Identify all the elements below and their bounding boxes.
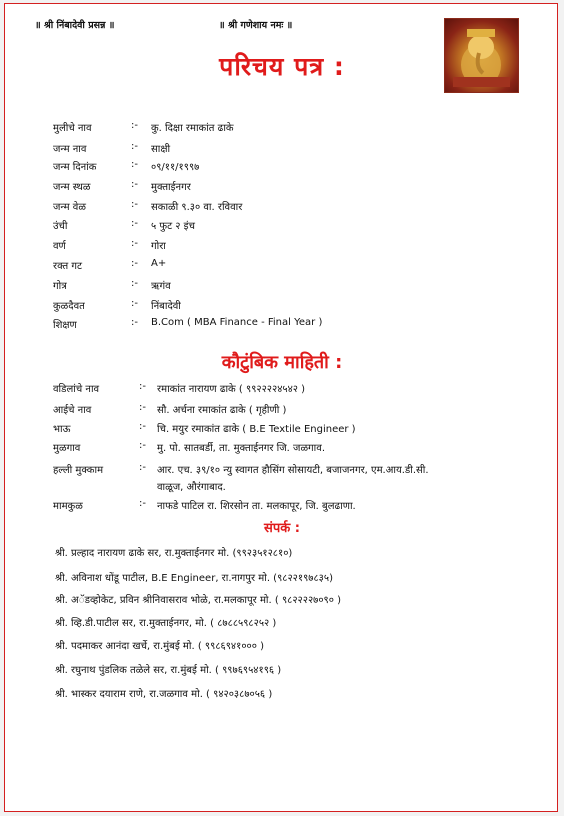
contact-item: श्री. रघुनाथ पुंडलिक तळेले सर, रा.मुंबई मो. ( ९९७६९५४१९६ ) <box>55 665 282 676</box>
contact-item: श्री. व्हि.डी.पाटील सर, रा.मुक्ताईनगर, मो. ( ८७८८५९८२५२ ) <box>55 618 277 629</box>
field-separator: :- <box>131 120 138 131</box>
contact-item: श्री. भास्कर दयाराम राणे, रा.जळगाव मो. ( ९४२०३८७०५६ ) <box>55 689 273 700</box>
field-separator: :- <box>139 440 146 451</box>
field-label: जन्म वेळ <box>53 202 86 213</box>
field-value: मुक्ताईनगर <box>151 182 191 193</box>
field-label: कुळदैवत <box>53 301 85 312</box>
field-value: आर. एच. ३९/१० न्यु स्वागत हौसिंग सोसायटी, बजाजनगर, एम.आय.डी.सी. <box>157 465 429 476</box>
field-value: साक्षी <box>151 144 171 155</box>
field-value: निंबादेवी <box>151 301 181 312</box>
field-separator: :- <box>139 421 146 432</box>
field-separator: :- <box>131 278 138 289</box>
field-label: उंची <box>53 221 68 232</box>
field-value: ऋगंव <box>151 281 171 292</box>
page-title: परिचय पत्र : <box>219 52 345 81</box>
field-separator: :- <box>139 498 146 509</box>
field-value: चि. मयुर रमाकांत ढाके ( B.E Textile Engineer ) <box>157 424 356 435</box>
field-label: जन्म दिनांक <box>53 162 97 173</box>
field-label: हल्ली मुक्काम <box>53 465 104 476</box>
family-heading: कौटुंबिक माहिती : <box>221 352 343 373</box>
invocation-left: ॥ श्री निंबादेवी प्रसन्न ॥ <box>35 20 115 31</box>
field-value: गोरा <box>151 241 166 252</box>
field-label: मुलीचे नाव <box>53 123 92 134</box>
field-separator: :- <box>131 179 138 190</box>
contact-item: श्री. अॅडव्होकेट, प्रविन श्रीनिवासराव भोळे, रा.मलकापूर मो. ( ९८२२२२७०९० ) <box>55 595 342 606</box>
field-value: B.Com ( MBA Finance - Final Year ) <box>151 317 323 328</box>
contact-item: श्री. प्रल्हाद नारायण ढाके सर, रा.मुक्ताईनगर मो. (९९२३५१२८१०) <box>55 548 293 559</box>
field-label: जन्म नाव <box>53 144 87 155</box>
field-label: शिक्षण <box>53 320 77 331</box>
field-value: सकाळी ९.३० वा. रविवार <box>151 202 243 213</box>
field-value-continued: वाळूज, औरंगाबाद. <box>157 482 226 493</box>
field-value: ०९/११/१९९७ <box>151 162 200 173</box>
field-value: A+ <box>151 258 167 269</box>
field-label: गोत्र <box>53 281 67 292</box>
field-separator: :- <box>131 159 138 170</box>
field-label: मुळगाव <box>53 443 81 454</box>
field-label: मामकुळ <box>53 501 83 512</box>
field-label: आईचे नाव <box>53 405 92 416</box>
field-value: रमाकांत नारायण ढाके ( ९९२२२२४५४२ ) <box>157 384 306 395</box>
contact-item: श्री. अविनाश धोंडू पाटील, B.E Engineer, रा.नागपुर मो. (९८२२१९७८३५) <box>55 573 333 584</box>
field-label: जन्म स्थळ <box>53 182 91 193</box>
field-separator: :- <box>139 381 146 392</box>
contact-heading: संपर्क : <box>264 521 300 536</box>
biodata-page <box>4 3 558 812</box>
field-value: ५ फुट २ इंच <box>151 221 195 232</box>
field-value: सौ. अर्चना रमाकांत ढाके ( गृहीणी ) <box>157 405 287 416</box>
field-separator: :- <box>131 141 138 152</box>
field-separator: :- <box>131 199 138 210</box>
field-label: वर्ण <box>53 241 66 252</box>
contact-item: श्री. पदमाकर आनंदा खर्चे, रा.मुंबई मो. ( ९९८६९४१००० ) <box>55 641 264 652</box>
field-separator: :- <box>131 238 138 249</box>
field-separator: :- <box>131 218 138 229</box>
field-separator: :- <box>131 317 138 328</box>
field-value: नाफडे पाटिल रा. शिरसोन ता. मलकापूर, जि. बुलढाणा. <box>157 501 356 512</box>
field-separator: :- <box>139 462 146 473</box>
field-label: रक्त गट <box>53 261 82 272</box>
invocation-right: ॥ श्री गणेशाय नमः ॥ <box>219 20 293 31</box>
field-value: कु. दिक्षा रमाकांत ढाके <box>151 123 234 134</box>
field-separator: :- <box>139 402 146 413</box>
field-separator: :- <box>131 298 138 309</box>
field-label: वडिलांचे नाव <box>53 384 100 395</box>
field-separator: :- <box>131 258 138 269</box>
field-label: भाऊ <box>53 424 71 435</box>
field-value: मु. पो. सातबर्डी, ता. मुक्ताईनगर जि. जळगाव. <box>157 443 326 454</box>
